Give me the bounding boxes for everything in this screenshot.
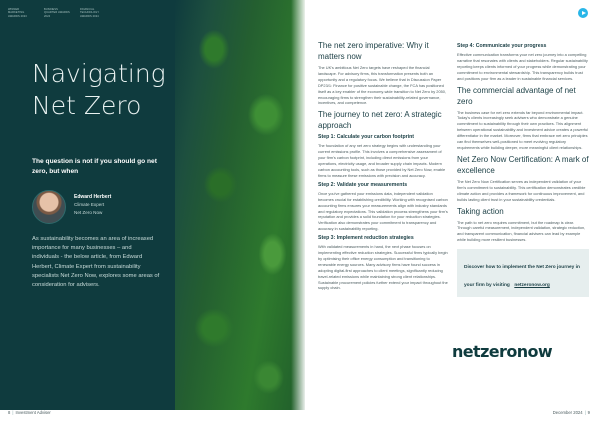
author-role: Climate Expert: [74, 202, 105, 207]
play-icon[interactable]: [578, 8, 588, 18]
heading-step-3: Step 3: Implement reduction strategies: [318, 235, 414, 242]
footer-right: [553, 410, 590, 415]
lead-question: The question is not if you should go net zero, but when: [32, 158, 157, 175]
heading-step-1: Step 1: Calculate your carbon footprint: [318, 134, 414, 141]
issue-date: December 2024: [552, 410, 583, 415]
paragraph-step-2: Once you've gathered your emissions data, independent validation becomes crucial for establishing credibility. Working with recognised carbon accounting firms ensures your measurements align with industry standards and regulatory expectations. This validation process strengthens your firm's reputation and provides a solid foundation for your reduction strategies. Verification also demonstrates your commitment to transparency and accuracy in sustainability reporting.: [318, 190, 448, 232]
netzeronow-logo: netzeronow: [452, 342, 553, 361]
paragraph-action: The path to net zero requires commitment, but the roadmap is clear. Through careful measurement, independent validation, strategic reduction, and transparent communication, financial advisers can lead by example while building more resilient businesses.: [457, 219, 586, 243]
award-badge: FINANCIAL TECHNOLOGY AWARDS 2024: [80, 8, 100, 18]
article-column-2: [457, 40, 589, 297]
paragraph-imperative: The UK's ambitious Net Zero targets have reshaped the financial landscape. For advisory firms, this transformation presents both an opportunity and a regulatory focus. We believe that in Discussion Paper DP23/1: Finance for positive sustainable change, the FCA has positioned itself as a key enabler of the economy-wide transition to Net Zero by 2050, encouraging firms to strengthen their sustainability-related governance, incentives, and competence.: [318, 65, 447, 106]
paragraph-step-3: With validated measurements in hand, the next phase focuses on implementing effective reduction strategies. Successful firms typically begin by optimising their office energy consumption and transitioning to renewable energy sources. Many advisory firms have found success in adopting digital-first approaches to client meetings, significantly reducing travel-related emissions while maintaining strong client relationships. Sustainable procurement policies further extend your impact throughout the supply chain.: [318, 244, 448, 291]
paragraph-certification: The Net Zero Now Certification serves as independent validation of your firm's commitment to sustainability. This certification demonstrates credible climate action and provides a framework for continuous improvement, and builds lasting client trust in your sustainability credentials.: [457, 178, 586, 202]
callout-box: [457, 249, 589, 297]
callout-text: Discover how to implement the Net Zero journey in your firm by visiting: [464, 265, 580, 289]
heading-step-4: Step 4: Communicate your progress: [457, 43, 547, 49]
author-name: Edward Herbert: [74, 194, 112, 200]
heading-imperative: The net zero imperative: Why it matters now: [318, 41, 429, 61]
intro-paragraph: As sustainability becomes an area of increased importance for many businesses – and individuals - the below article, from Edward Herbert, Climate Expert from sustainability specialists Net Zero Now, explores some areas of consideration for advisers.: [32, 236, 160, 289]
paragraph-advantage: The business case for net zero extends far beyond environmental impact. Today's clients increasingly seek advisers who demonstrate a genuine commitment to sustainability through their own practices. This alignment between operational sustainability and investment advice creates a powerful differentiator in the market. Moreover, firms that embrace net zero principles can find themselves well-positioned to meet evolving regulatory requirements while building deeper, more meaningful client relationships.: [457, 109, 589, 150]
publication-name: Investment Adviser: [15, 410, 51, 415]
award-badge: WINNER MARKETING AWARDS 2023: [8, 8, 27, 18]
heading-certification: Net Zero Now Certification: A mark of excellence: [457, 154, 589, 175]
left-panel: [0, 0, 180, 410]
awards-row: [8, 8, 108, 18]
heading-advantage: The commercial advantage of net zero: [457, 85, 576, 106]
heading-step-2: Step 2: Validate your measurements: [318, 181, 408, 188]
footer-separator: |: [584, 410, 586, 415]
callout-link[interactable]: netzeronow.org: [514, 283, 550, 289]
heading-action: Taking action: [457, 206, 504, 216]
page-number-left: 8: [8, 410, 11, 415]
article-column-1: [318, 40, 448, 294]
author-card: [32, 190, 111, 224]
footer-separator: |: [12, 410, 14, 415]
award-badge: BUSINESS QUARTER AWARDS 2024: [44, 8, 70, 18]
title-line: Navigating: [32, 59, 166, 88]
heading-journey: The journey to net zero: A strategic approach: [318, 110, 442, 131]
author-text: [74, 190, 111, 216]
image-fade-edge: [291, 0, 305, 410]
page-title: [32, 58, 182, 122]
paragraph-step-4: Effective communication transforms your net zero journey into a compelling narrative that resonates with clients and stakeholders. Regular sustainability reporting keeps clients informed of your progress while demonstrating your commitment to environmental stewardship. This transparency builds trust and positions your firm as a leader in sustainable financial services.: [457, 52, 588, 81]
title-line: Net Zero: [32, 91, 142, 120]
paragraph-step-1: The foundation of any net zero strategy begins with understanding your current emissions profile. This involves a comprehensive assessment of your firm's carbon footprint, including direct emissions from your operations, electricity usage, and broader supply chain impacts. Modern carbon accounting tools, such as those provided by Net Zero Now, enable firms to measure these emissions with precision and accuracy.: [318, 143, 446, 178]
page-number-right: 9: [587, 410, 590, 415]
footer-left: [8, 410, 51, 415]
author-avatar: [32, 190, 66, 224]
forest-aerial-image: [175, 0, 305, 410]
author-company: Net Zero Now: [74, 209, 103, 215]
